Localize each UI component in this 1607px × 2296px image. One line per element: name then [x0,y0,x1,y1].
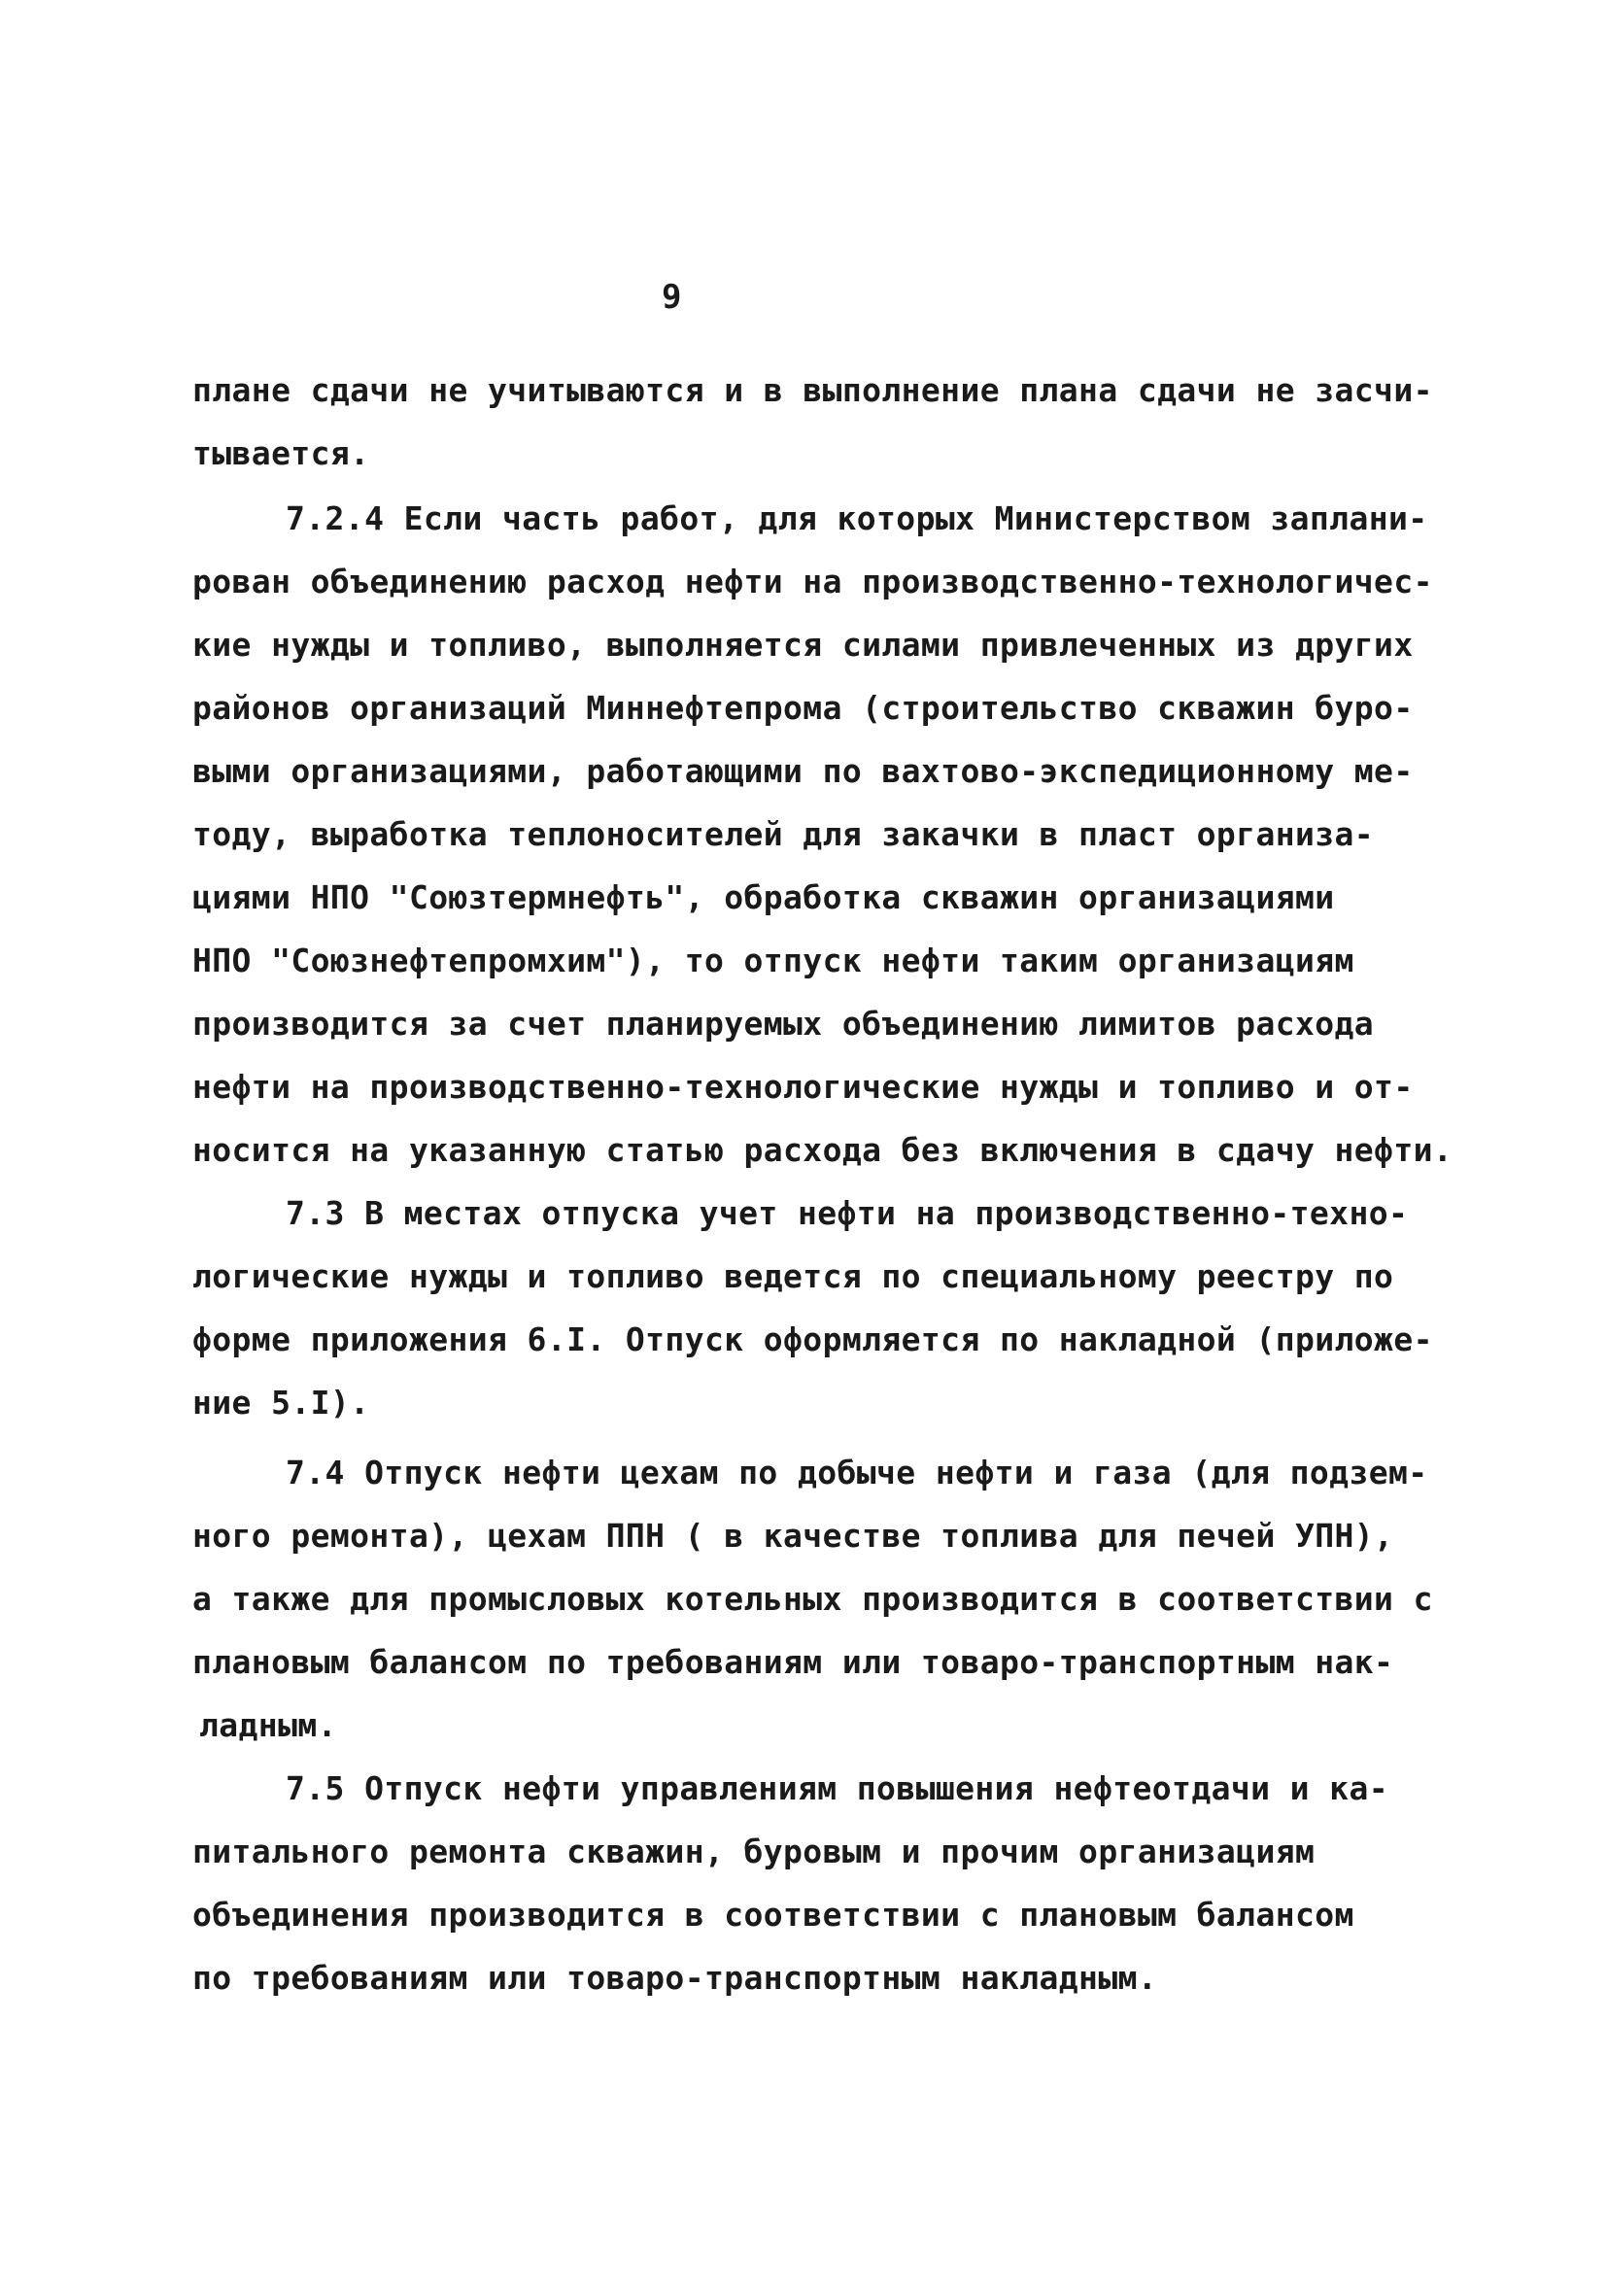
text-line: ние 5.I). [192,1384,370,1422]
text-line: питального ремонта скважин, буровым и прочим организациям [192,1833,1316,1870]
text-line: ладным. [199,1706,337,1744]
text-line: 7.5 Отпуск нефти управлениям повышения нефтеотдачи и ка- [286,1769,1388,1807]
text-line: нефти на производственно-технологические нужды и топливо и от- [192,1068,1414,1106]
text-line: 7.3 В местах отпуска учет нефти на производственно-техно- [286,1194,1409,1232]
text-line: циями НПО "Союзтермнефть", обработка скважин организациями [192,878,1335,916]
text-line: районов организаций Миннефтепрома (строительство скважин буро- [192,689,1414,727]
text-line: логические нужды и топливо ведется по специальному реестру по [192,1257,1394,1295]
text-line: тывается. [192,434,370,472]
text-line: объединения производится в соответствии с плановым балансом [192,1896,1354,1934]
text-line: плане сдачи не учитываются и в выполнение плана сдачи не засчи- [192,371,1433,409]
text-line: 7.4 Отпуск нефти цехам по добыче нефти и газа (для подзем- [286,1454,1428,1491]
text-line: производится за счет планируемых объединению лимитов расхода [192,1005,1375,1043]
page-number: 9 [662,278,682,317]
text-line: тоду, выработка теплоносителей для закачки в пласт организа- [192,815,1375,853]
text-line: выми организациями, работающими по вахтово-экспедиционному ме- [192,752,1414,790]
text-line: кие нужды и топливо, выполняется силами привлеченных из других [192,626,1414,664]
text-line: а также для промысловых котельных производится в соответствии с [192,1580,1433,1618]
text-line: форме приложения 6.I. Отпуск оформляется по накладной (приложе- [192,1320,1433,1358]
text-line: ного ремонта), цехам ППН ( в качестве топлива для печей УПН), [192,1517,1394,1555]
text-line: 7.2.4 Если часть работ, для которых Министерством заплани- [286,499,1428,537]
text-line: рован объединению расход нефти на производственно-технологичес- [192,563,1433,600]
text-line: по требованиям или товаро-транспортным накладным. [192,1959,1158,1997]
text-line: НПО "Союзнефтепромхим"), то отпуск нефти таким организациям [192,942,1354,979]
text-line: плановым балансом по требованиям или товаро-транспортным нак- [192,1643,1394,1681]
text-line: носится на указанную статью расхода без включения в сдачу нефти. [192,1131,1453,1169]
